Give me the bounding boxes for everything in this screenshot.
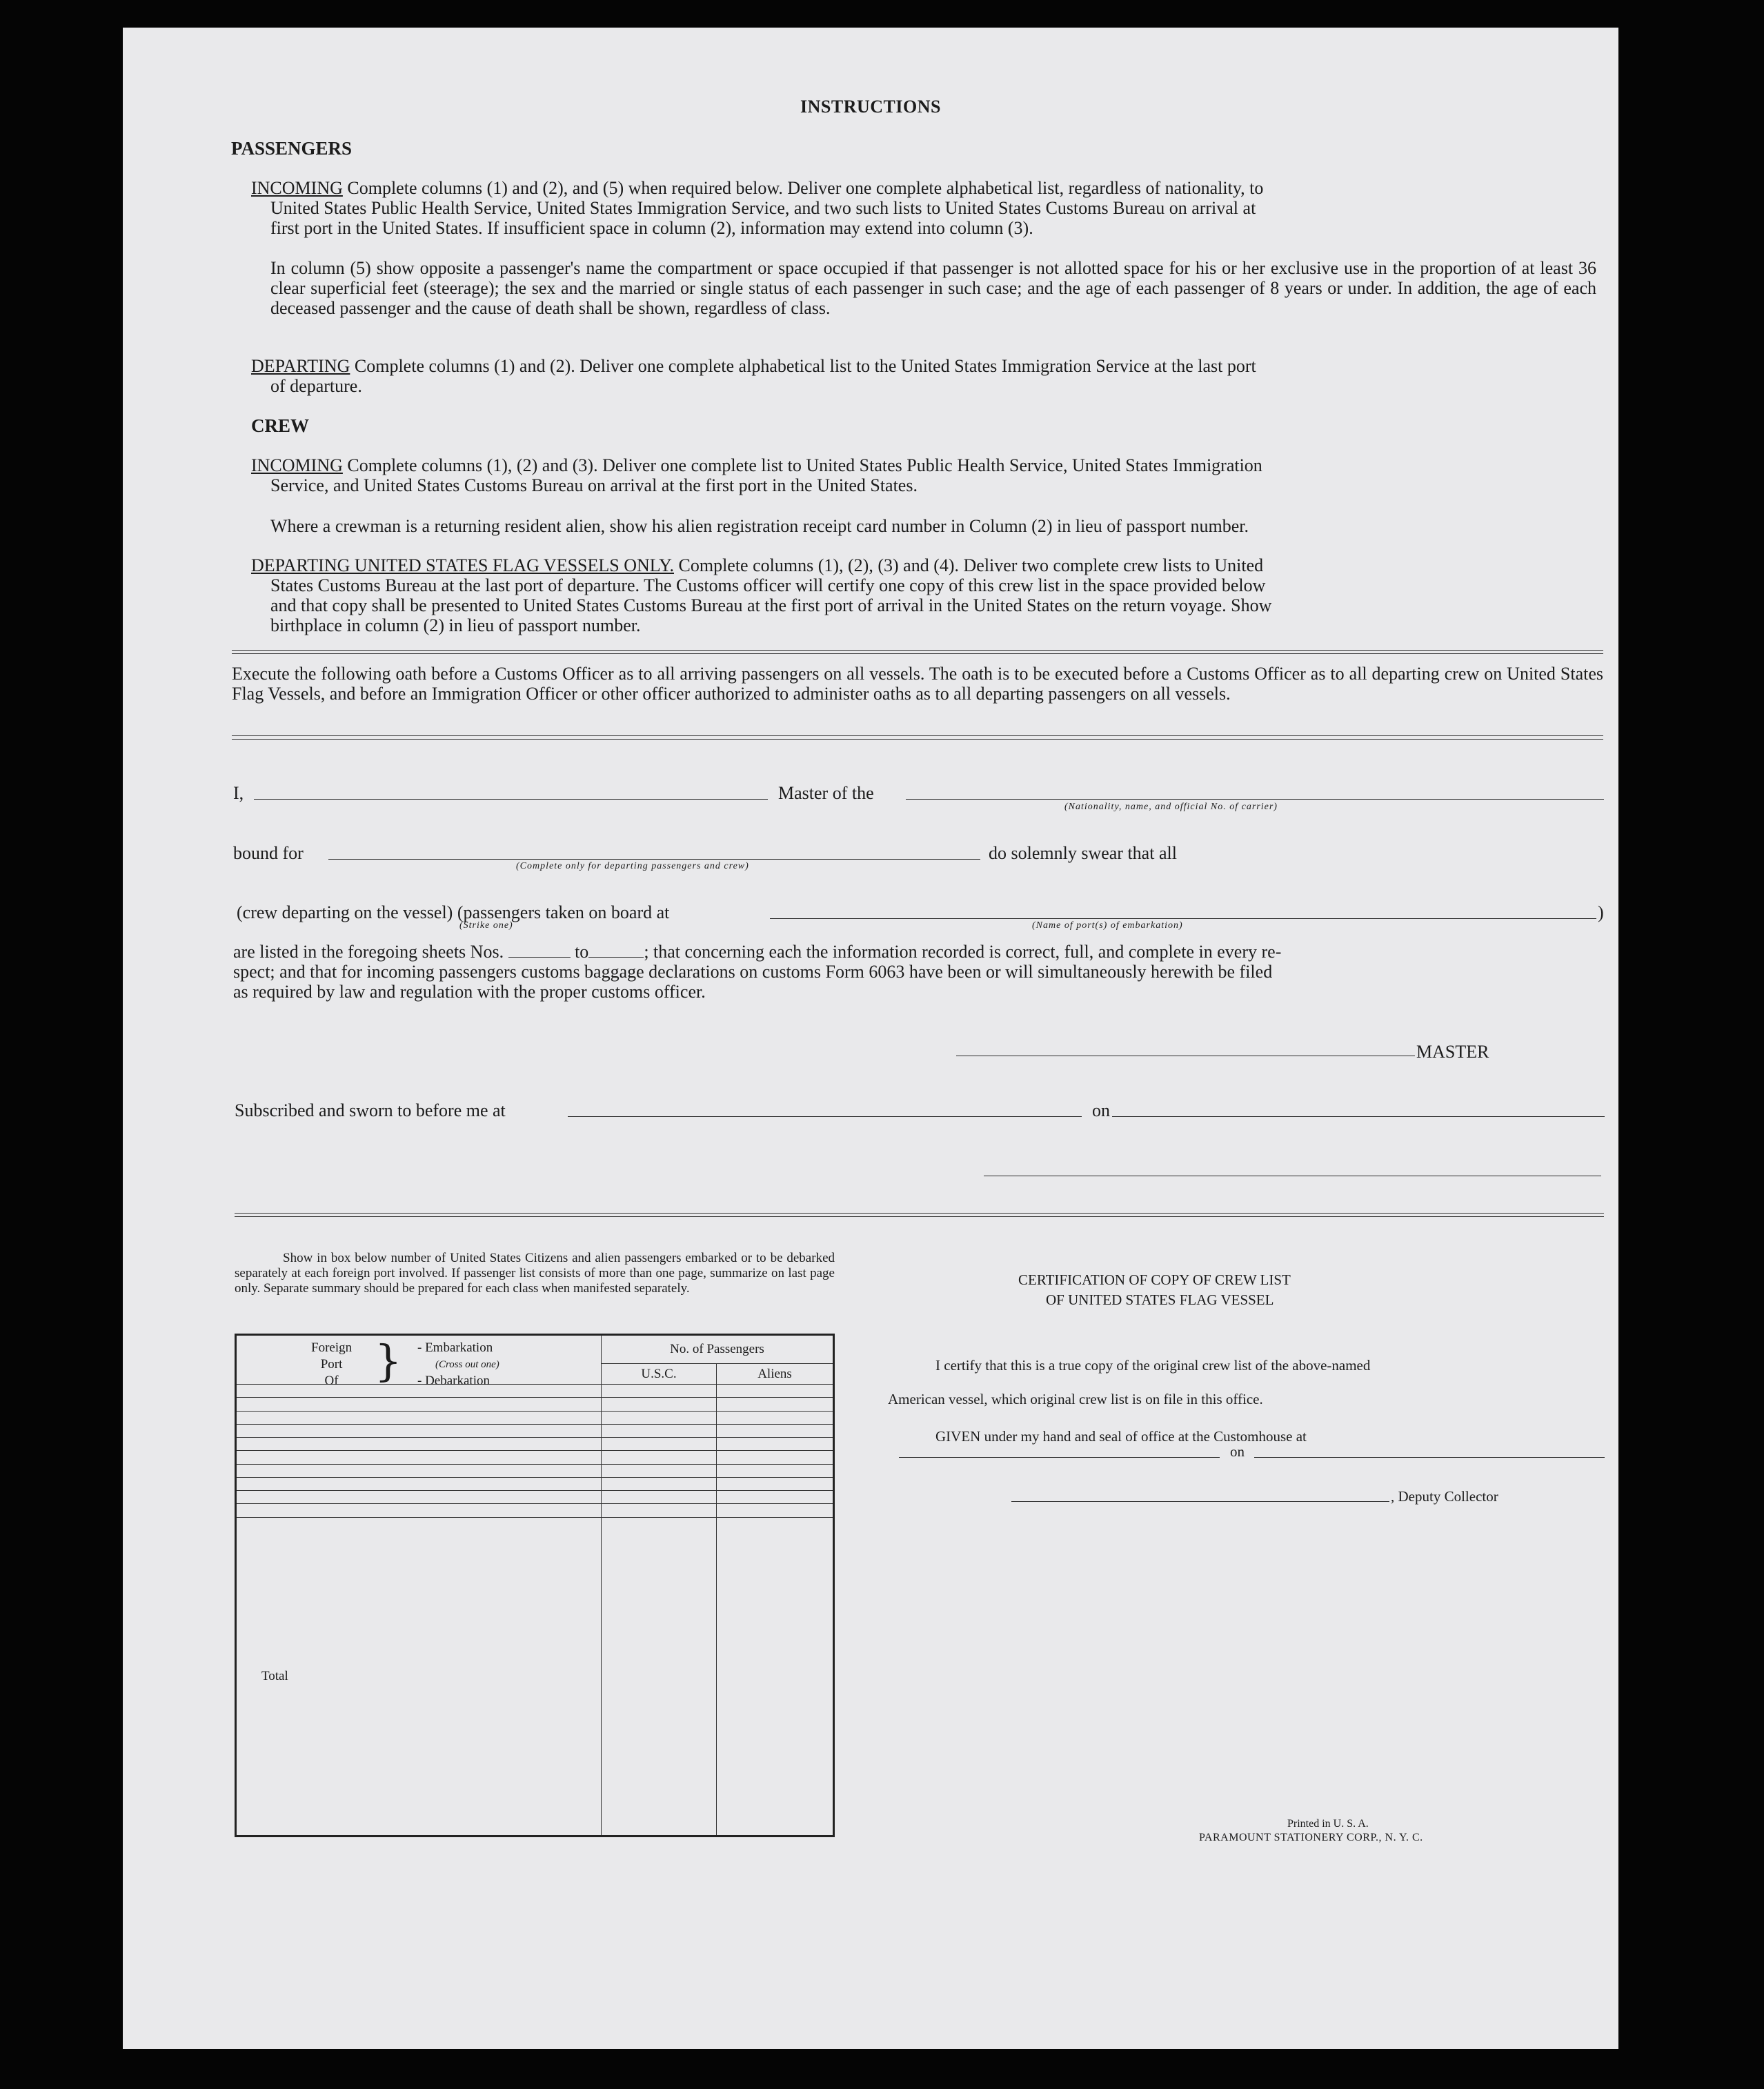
incoming-text-1: Complete columns (1) and (2), and (5) when required below. Deliver one complete alphabetical list, regardless of nationality, to <box>347 178 1264 198</box>
sworn-date-line[interactable] <box>1112 1116 1605 1117</box>
port-caption: (Name of port(s) of embarkation) <box>1032 920 1183 931</box>
aliens-cell[interactable] <box>717 1385 834 1398</box>
instructions-title: INSTRUCTIONS <box>800 97 941 117</box>
cross-out-label: (Cross out one) <box>435 1359 499 1370</box>
aliens-cell[interactable] <box>717 1504 834 1517</box>
crew-incoming-text-1: Complete columns (1), (2) and (3). Deliver one complete list to United States Public Health Service, United States Immigration <box>347 455 1262 475</box>
form-page <box>123 28 1618 2049</box>
printed-in-usa: Printed in U. S. A. <box>1287 1818 1369 1830</box>
port-label: Port <box>320 1357 343 1372</box>
incoming-line-2: United States Public Health Service, United States Immigration Service, and two such lists to United States Customs Bureau on arrival at <box>270 198 1256 218</box>
cert-date-line[interactable] <box>1254 1457 1605 1458</box>
oath-i-label: I, <box>233 783 244 803</box>
incoming-line-3: first port in the United States. If insufficient space in column (2), information may extend into column (3). <box>270 218 1033 238</box>
aliens-cell[interactable] <box>717 1438 834 1451</box>
vessel-name-line[interactable] <box>906 799 1604 800</box>
usc-cell[interactable] <box>602 1398 717 1411</box>
port-cell[interactable] <box>236 1451 602 1464</box>
departing-text-1: Complete columns (1) and (2). Deliver one complete alphabetical list to the United States Immigration Service at the last port <box>354 356 1256 376</box>
flag-line-4: birthplace in column (2) in lieu of passport number. <box>270 615 641 635</box>
table-row <box>236 1464 834 1477</box>
total-usc-cell[interactable] <box>602 1517 717 1836</box>
master-label: MASTER <box>1416 1042 1489 1062</box>
listed-1a: are listed in the foregoing sheets Nos. <box>233 942 504 962</box>
cert-given: GIVEN under my hand and seal of office at the Customhouse at <box>935 1428 1307 1445</box>
table-row <box>236 1438 834 1451</box>
port-cell[interactable] <box>236 1464 602 1477</box>
flag-line-2: States Customs Bureau at the last port of departure. The Customs officer will certify one copy of this crew list in the space provided below <box>270 575 1266 595</box>
master-name-line[interactable] <box>254 799 768 800</box>
master-of-label: Master of the <box>778 783 874 803</box>
usc-cell[interactable] <box>602 1464 717 1477</box>
flag-line-1 <box>251 555 1596 575</box>
divider-top <box>232 650 1603 654</box>
table-row <box>236 1477 834 1490</box>
port-cell[interactable] <box>236 1477 602 1490</box>
aliens-cell[interactable] <box>717 1491 834 1504</box>
cert-certify-2: American vessel, which original crew list is on file in this office. <box>888 1391 1263 1407</box>
cert-heading-1: CERTIFICATION OF COPY OF CREW LIST <box>1018 1271 1291 1288</box>
usc-cell[interactable] <box>602 1438 717 1451</box>
table-row <box>236 1491 834 1504</box>
aliens-cell[interactable] <box>717 1477 834 1490</box>
departing-line-1 <box>251 356 1596 376</box>
embarkation-label: - Embarkation <box>417 1340 493 1355</box>
crewman-paragraph: Where a crewman is a returning resident alien, show his alien registration receipt card number in Column (2) in lieu of passport number. <box>270 516 1249 536</box>
cert-heading-2: OF UNITED STATES FLAG VESSEL <box>1046 1291 1274 1308</box>
passengers-heading: PASSENGERS <box>231 138 353 159</box>
deputy-signature-line[interactable] <box>1011 1501 1389 1502</box>
port-cell[interactable] <box>236 1504 602 1517</box>
port-cell[interactable] <box>236 1411 602 1424</box>
listed-line-2: spect; and that for incoming passengers customs baggage declarations on customs Form 6063 have been or will simultaneously herewith be filed <box>233 962 1273 982</box>
listed-line-1 <box>233 942 1605 962</box>
of-label: Of <box>324 1374 339 1388</box>
usc-cell[interactable] <box>602 1411 717 1424</box>
cert-on-label: on <box>1230 1443 1245 1460</box>
nationality-caption: (Nationality, name, and official No. of carrier) <box>1064 802 1278 812</box>
table-row <box>236 1504 834 1517</box>
solemnly-label: do solemnly swear that all <box>989 843 1177 863</box>
flag-text-1: Complete columns (1), (2), (3) and (4). Deliver two complete crew lists to United <box>678 555 1264 575</box>
divider-bottom <box>235 1213 1604 1217</box>
foreign-label: Foreign <box>311 1340 353 1355</box>
debarkation-label: - Debarkation <box>417 1374 490 1388</box>
summary-intro: Show in box below number of United States Citizens and alien passengers embarked or to be debarked separately at each foreign port involved. If passenger list consists of more than one page, summarize on last page only. Separate summary should be prepared for each class when manifested separately. <box>235 1251 835 1296</box>
sheet-from-line[interactable] <box>508 943 571 958</box>
incoming-line-1 <box>251 178 1596 198</box>
port-cell[interactable] <box>236 1424 602 1437</box>
flag-label: DEPARTING UNITED STATES FLAG VESSELS ONLY. <box>251 555 674 575</box>
bound-for-label: bound for <box>233 843 304 863</box>
aliens-header: Aliens <box>717 1364 834 1385</box>
oath-intro: Execute the following oath before a Customs Officer as to all arriving passengers on all vessels. The oath is to be executed before a Customs Officer as to all departing crew on United States Flag Vessels, and before an Immigration Officer or other officer authorized to administer oaths as to all departing passengers on all vessels. <box>232 664 1603 704</box>
table-row <box>236 1451 834 1464</box>
usc-cell[interactable] <box>602 1477 717 1490</box>
crew-departing-label: (crew departing on the vessel) (passengers taken on board at <box>237 902 670 922</box>
usc-cell[interactable] <box>602 1451 717 1464</box>
aliens-cell[interactable] <box>717 1398 834 1411</box>
close-paren: ) <box>1598 902 1604 922</box>
crew-heading: CREW <box>251 415 310 436</box>
listed-1b: to <box>575 942 589 962</box>
total-aliens-cell[interactable] <box>717 1517 834 1836</box>
sheet-to-line[interactable] <box>588 943 644 958</box>
aliens-cell[interactable] <box>717 1451 834 1464</box>
aliens-cell[interactable] <box>717 1411 834 1424</box>
printer-name: PARAMOUNT STATIONERY CORP., N. Y. C. <box>1199 1832 1423 1843</box>
departing-label: DEPARTING <box>251 356 350 376</box>
incoming-label: INCOMING <box>251 178 343 198</box>
divider-oath <box>232 735 1603 740</box>
port-cell[interactable] <box>236 1398 602 1411</box>
brace-icon: } <box>375 1336 402 1386</box>
usc-cell[interactable] <box>602 1491 717 1504</box>
aliens-cell[interactable] <box>717 1464 834 1477</box>
crew-incoming-line-2: Service, and United States Customs Bureau on arrival at the first port in the United States. <box>270 475 918 495</box>
flag-line-3: and that copy shall be presented to United States Customs Bureau at the first port of arrival in the United States on the return voyage. Show <box>270 595 1272 615</box>
total-row <box>236 1517 834 1836</box>
customhouse-line[interactable] <box>899 1457 1220 1458</box>
embark-debark <box>417 1340 499 1389</box>
complete-caption: (Complete only for departing passengers and crew) <box>516 861 749 871</box>
usc-cell[interactable] <box>602 1385 717 1398</box>
sworn-on-label: on <box>1092 1100 1110 1120</box>
destination-line[interactable] <box>328 859 980 860</box>
total-label: Total <box>236 1517 602 1836</box>
foreign-port-of <box>311 1340 352 1389</box>
port-cell[interactable] <box>236 1491 602 1504</box>
crew-incoming-label: INCOMING <box>251 455 343 475</box>
subscribed-label: Subscribed and sworn to before me at <box>235 1100 506 1120</box>
usc-header: U.S.C. <box>602 1364 717 1385</box>
embarkation-port-line[interactable] <box>770 918 1596 919</box>
strike-caption: (Strike one) <box>459 920 513 931</box>
cert-certify-1: I certify that this is a true copy of the original crew list of the above-named <box>935 1357 1371 1374</box>
port-header-cell <box>236 1335 602 1388</box>
departing-line-2: of departure. <box>270 376 362 396</box>
listed-line-3: as required by law and regulation with the proper customs officer. <box>233 982 706 1002</box>
table-row <box>236 1424 834 1437</box>
sworn-place-line[interactable] <box>568 1116 1082 1117</box>
crew-incoming-line-1 <box>251 455 1596 475</box>
aliens-cell[interactable] <box>717 1424 834 1437</box>
usc-cell[interactable] <box>602 1424 717 1437</box>
summary-table <box>235 1334 835 1837</box>
deputy-collector-label: , Deputy Collector <box>1391 1488 1498 1505</box>
no-of-passengers-header: No. of Passengers <box>602 1335 834 1364</box>
listed-1c: ; that concerning each the information recorded is correct, full, and complete in every re- <box>644 942 1282 962</box>
table-row <box>236 1398 834 1411</box>
usc-cell[interactable] <box>602 1504 717 1517</box>
table-row <box>236 1411 834 1424</box>
port-cell[interactable] <box>236 1438 602 1451</box>
column5-paragraph: In column (5) show opposite a passenger's name the compartment or space occupied if that passenger is not allotted space for his or her exclusive use in the proportion of at least 36 clear superficial feet (steerage); the sex and the married or single status of each passenger in such case; and the age of each passenger of 8 years or under. In addition, the age of each deceased passenger and the cause of death shall be shown, regardless of class. <box>270 258 1596 318</box>
